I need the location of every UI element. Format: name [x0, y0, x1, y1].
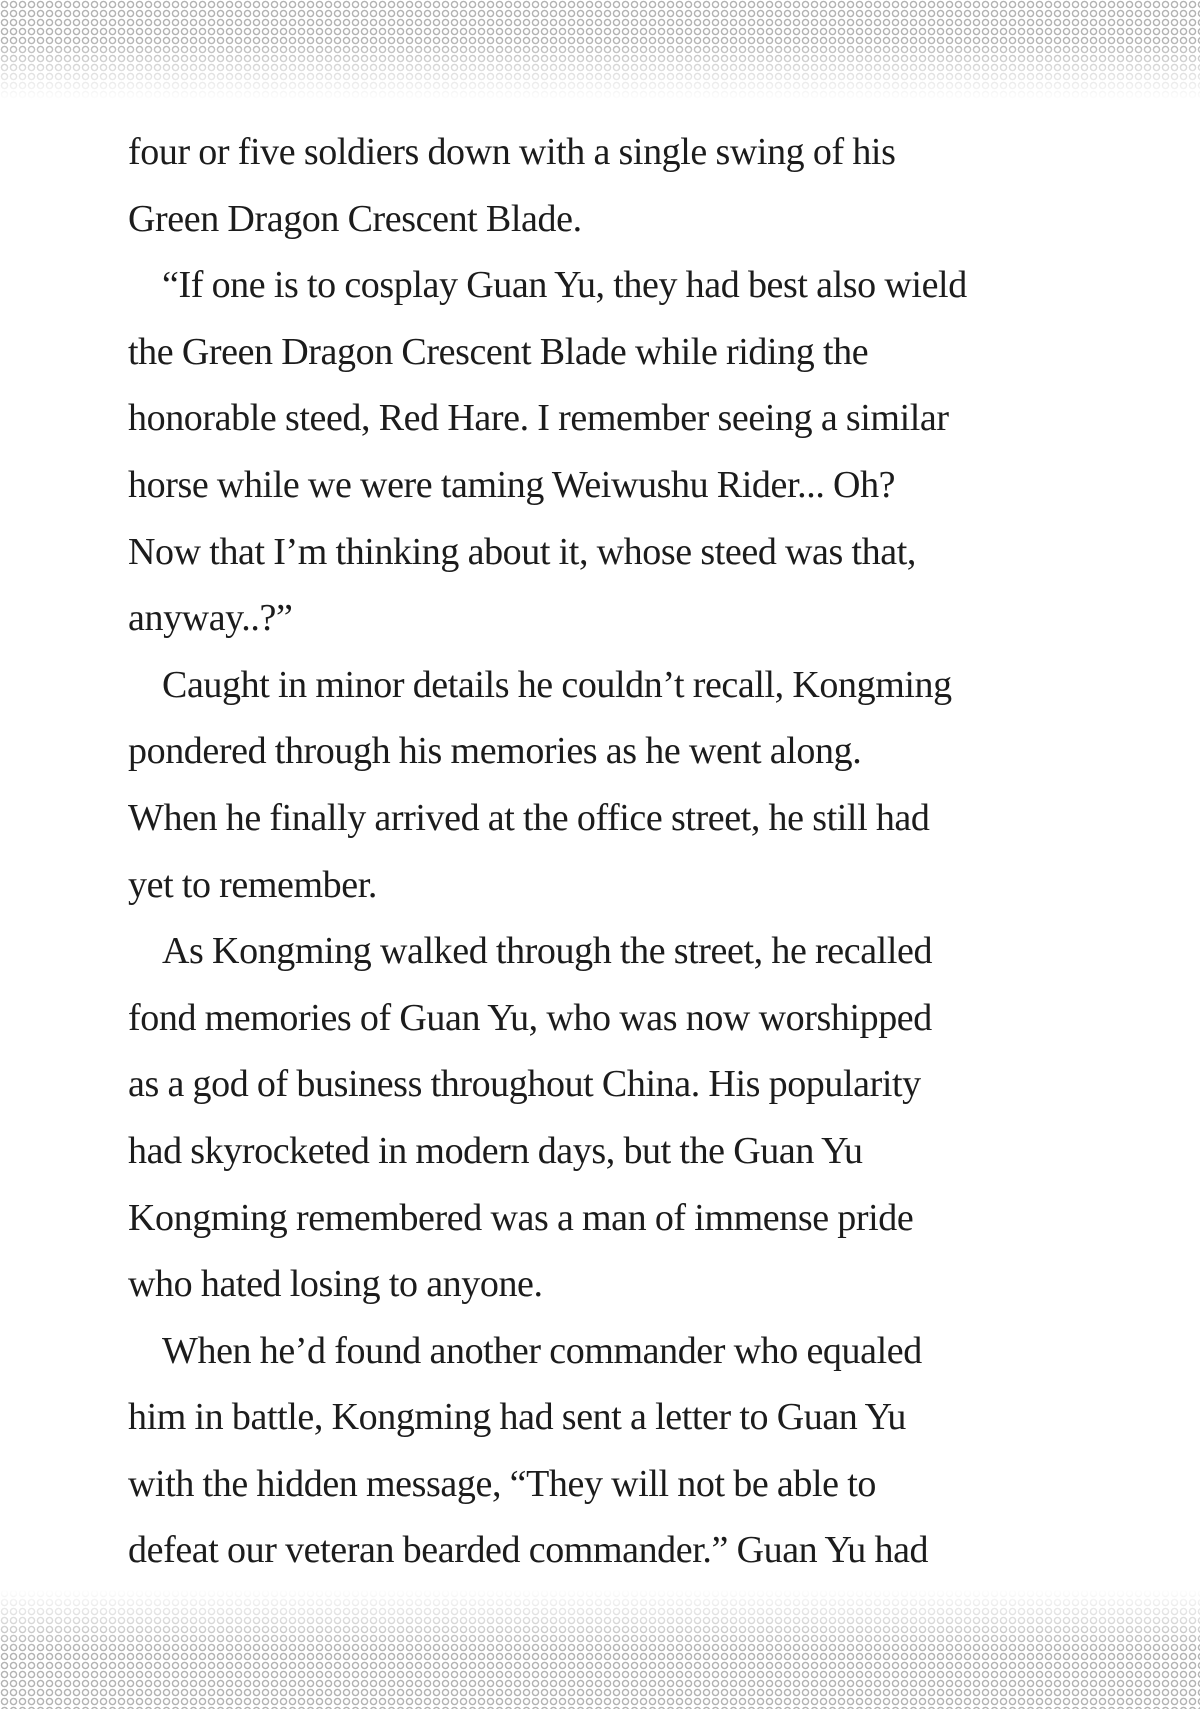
text-line: Green Dragon Crescent Blade.: [128, 197, 582, 240]
paragraph-start-line: As Kongming walked through the street, he recalled: [162, 930, 933, 973]
text-line: him in battle, Kongming had sent a letter to Guan Yu: [128, 1396, 907, 1439]
text-line: honorable steed, Red Hare. I remember seeing a similar: [128, 397, 949, 440]
bottom-decorative-pattern: [0, 1589, 1200, 1709]
text-line: had skyrocketed in modern days, but the Guan Yu: [128, 1129, 863, 1172]
paragraph-start-line: Caught in minor details he couldn’t recall, Kongming: [162, 663, 952, 706]
text-line: pondered through his memories as he went along.: [128, 730, 862, 773]
text-line: Kongming remembered was a man of immense pride: [128, 1196, 914, 1239]
paragraph-start-line: “If one is to cosplay Guan Yu, they had best also wield: [162, 264, 967, 307]
text-line: Now that I’m thinking about it, whose steed was that,: [128, 530, 916, 573]
top-decorative-pattern: [0, 0, 1200, 100]
text-line: as a god of business throughout China. His popularity: [128, 1063, 921, 1106]
text-line: defeat our veteran bearded commander.” Guan Yu had: [128, 1529, 929, 1572]
text-line: When he finally arrived at the office street, he still had: [128, 796, 930, 839]
text-line: yet to remember.: [128, 863, 378, 906]
text-line: four or five soldiers down with a single swing of his: [128, 131, 896, 173]
text-line: with the hidden message, “They will not be able to: [128, 1462, 876, 1505]
text-line: anyway..?”: [128, 597, 293, 640]
text-line: who hated losing to anyone.: [128, 1263, 543, 1306]
paragraph-start-line: When he’d found another commander who equaled: [162, 1329, 922, 1372]
page-body-text: [128, 119, 1128, 1584]
text-line: the Green Dragon Crescent Blade while riding the: [128, 330, 869, 373]
text-line: fond memories of Guan Yu, who was now worshipped: [128, 996, 932, 1039]
text-line: horse while we were taming Weiwushu Rider... Oh?: [128, 463, 896, 506]
